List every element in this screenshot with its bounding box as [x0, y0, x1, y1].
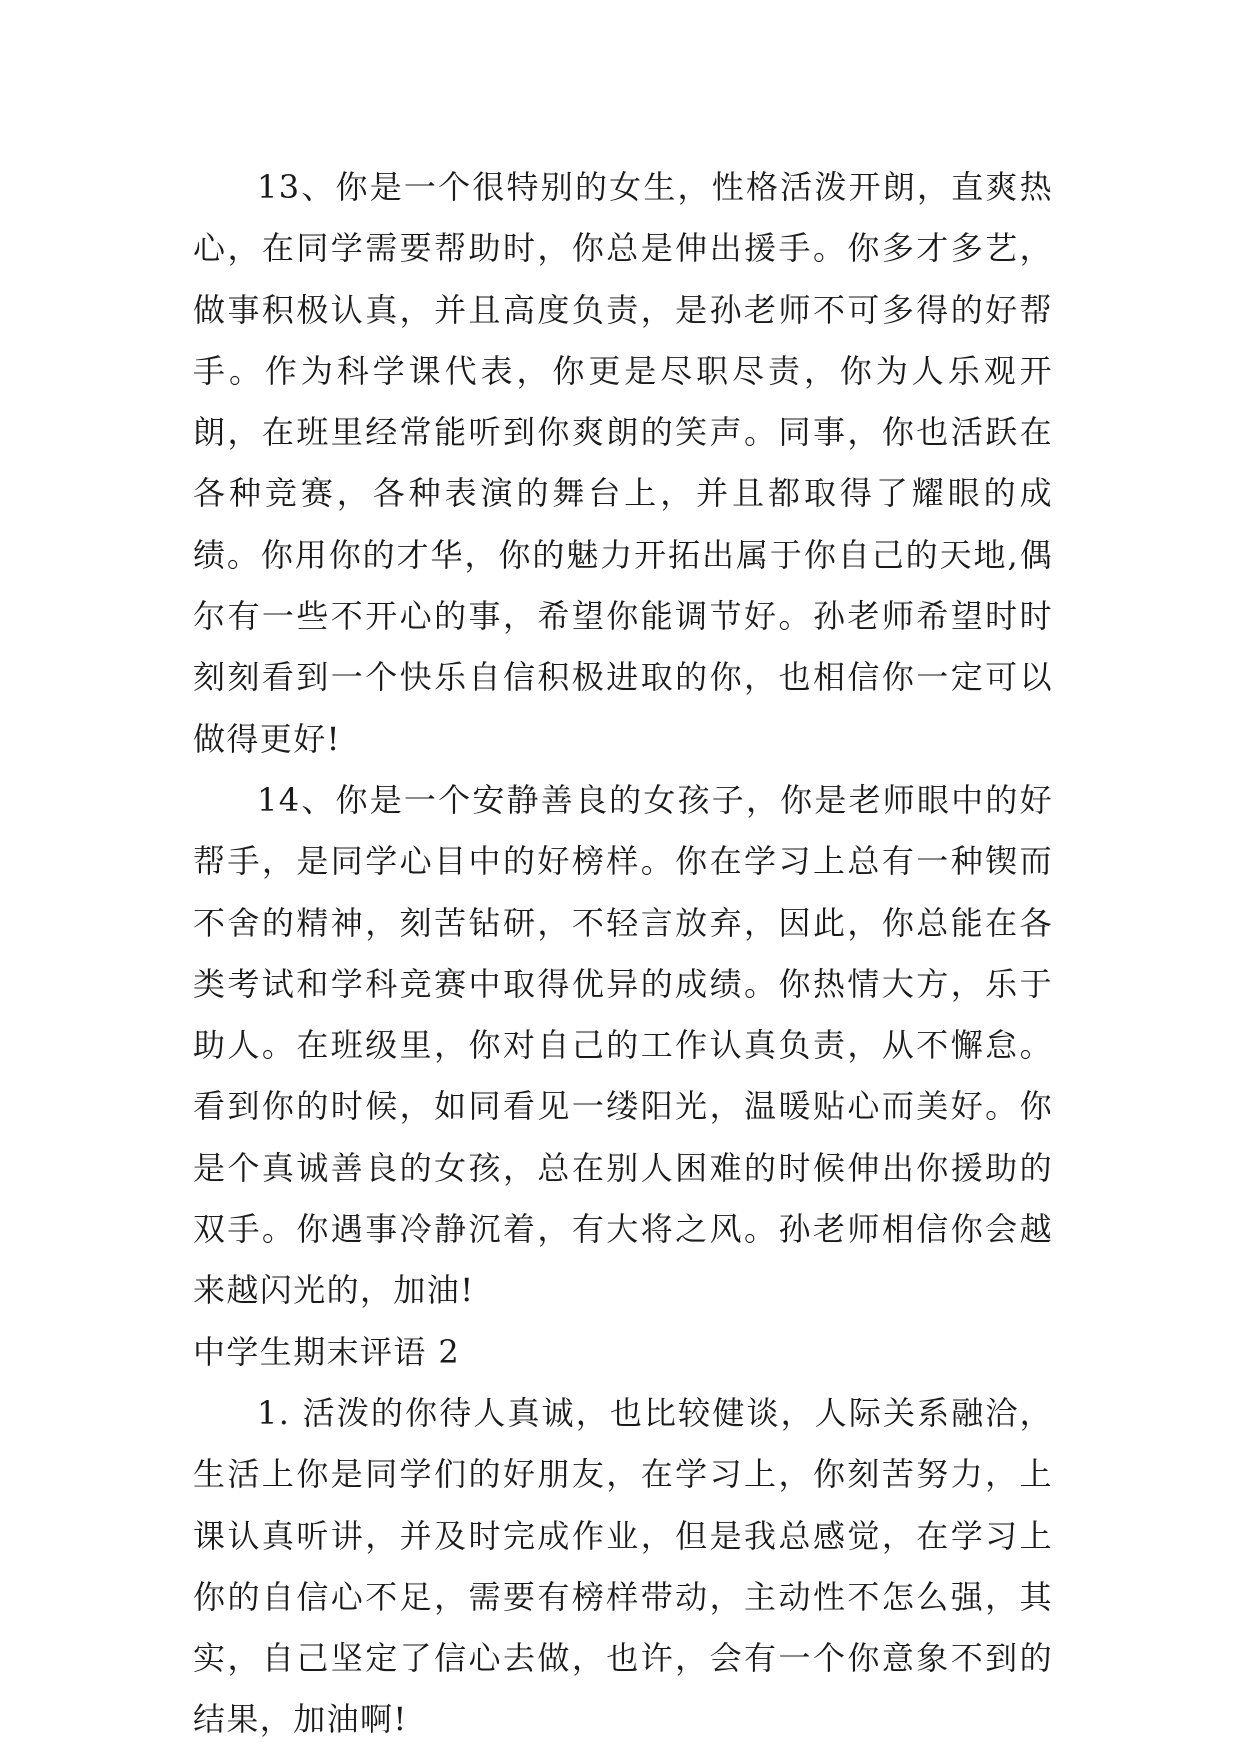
comment-paragraph-1: 1. 活泼的你待人真诚，也比较健谈，人际关系融洽，生活上你是同学们的好朋友，在学习上，你刻苦努力，上课认真听讲，并及时完成作业，但是我总感觉，在学习上你的自信心不足，需要有榜样带动，主动性不怎么强，其实，自己坚定了信心去做，也许，会有一个你意象不到的结果，加油啊! — [193, 1393, 1053, 1739]
section-heading: 中学生期末评语 2 — [193, 1332, 461, 1371]
comment-paragraph-14: 14、你是一个安静善良的女孩子，你是老师眼中的好帮手，是同学心目中的好榜样。你在学习上总有一种锲而不舍的精神，刻苦钻研，不轻言放弃，因此，你总能在各类考试和学科竞赛中取得优异的成绩。你热情大方，乐于助人。在班级里，你对自己的工作认真负责，从不懈怠。看到你的时候，如同看见一缕阳光，温暖贴心而美好。你是个真诚善良的女孩，总在别人困难的时候伸出你援助的双手。你遇事冷静沉着，有大将之风。孙老师相信你会越来越闪光的，加油! — [193, 780, 1053, 1310]
document-body — [193, 157, 1053, 1751]
comment-paragraph-13: 13、你是一个很特别的女生，性格活泼开朗，直爽热心，在同学需要帮助时，你总是伸出援手。你多才多艺，做事积极认真，并且高度负责，是孙老师不可多得的好帮手。作为科学课代表，你更是尽职尽责，你为人乐观开朗，在班里经常能听到你爽朗的笑声。同事，你也活跃在各种竞赛，各种表演的舞台上，并且都取得了耀眼的成绩。你用你的才华，你的魅力开拓出属于你自己的天地,偶尔有一些不开心的事，希望你能调节好。孙老师希望时时刻刻看到一个快乐自信积极进取的你，也相信你一定可以做得更好! — [193, 168, 1053, 758]
